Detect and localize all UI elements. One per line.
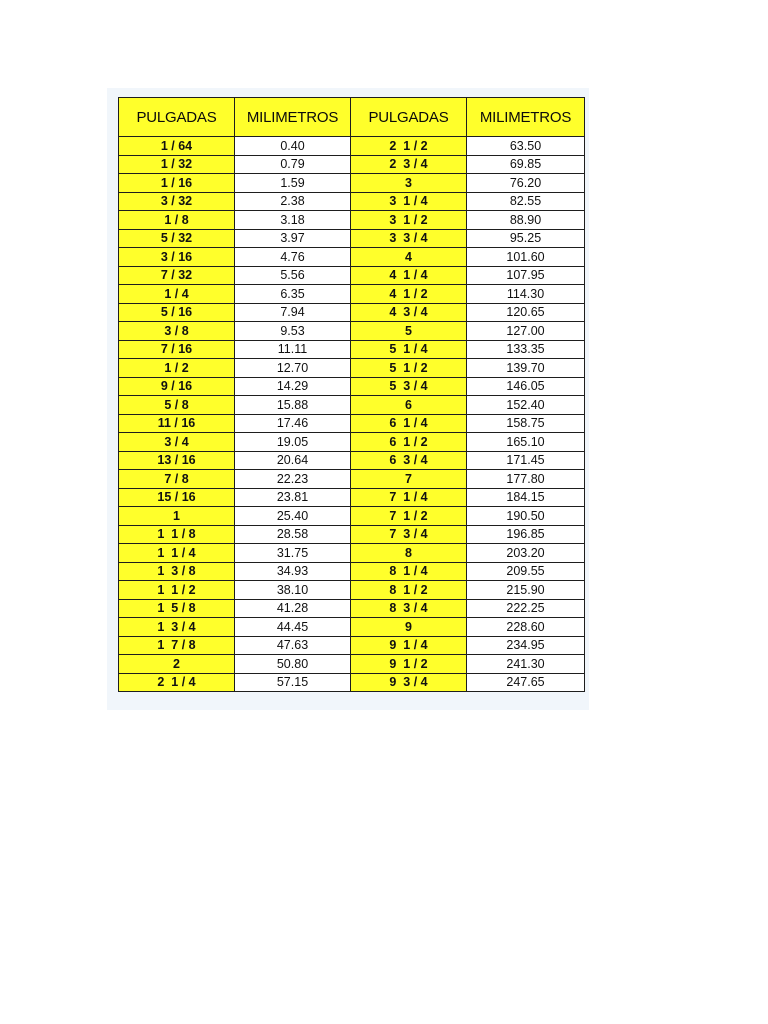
table-row [119,303,585,322]
mm-cell: 114.30 [467,285,585,304]
inch-cell: 13 / 16 [119,451,235,470]
mm-cell: 177.80 [467,470,585,489]
inch-cell: 3 1 / 2 [351,211,467,230]
mm-cell: 209.55 [467,562,585,581]
mm-cell: 215.90 [467,581,585,600]
mm-cell: 11.11 [235,340,351,359]
inch-cell: 1 / 8 [119,211,235,230]
mm-cell: 14.29 [235,377,351,396]
mm-cell: 88.90 [467,211,585,230]
mm-cell: 63.50 [467,137,585,156]
mm-cell: 165.10 [467,433,585,452]
inch-cell: 15 / 16 [119,488,235,507]
inch-cell: 7 3 / 4 [351,525,467,544]
mm-cell: 222.25 [467,599,585,618]
table-row [119,562,585,581]
inch-cell: 1 / 32 [119,155,235,174]
table-row [119,248,585,267]
inch-cell: 1 / 16 [119,174,235,193]
inch-cell: 2 1 / 2 [351,137,467,156]
header-milimetros: MILIMETROS [235,98,351,137]
inch-cell: 4 3 / 4 [351,303,467,322]
mm-cell: 34.93 [235,562,351,581]
inch-cell: 2 3 / 4 [351,155,467,174]
mm-cell: 38.10 [235,581,351,600]
inch-cell: 8 3 / 4 [351,599,467,618]
mm-cell: 3.18 [235,211,351,230]
mm-cell: 234.95 [467,636,585,655]
mm-cell: 69.85 [467,155,585,174]
inch-cell: 5 / 8 [119,396,235,415]
table-row [119,544,585,563]
inch-cell: 1 / 4 [119,285,235,304]
header-row [119,98,585,137]
inch-cell: 11 / 16 [119,414,235,433]
inch-cell: 9 1 / 4 [351,636,467,655]
table-row [119,581,585,600]
inch-cell: 7 1 / 4 [351,488,467,507]
inch-cell: 5 3 / 4 [351,377,467,396]
mm-cell: 107.95 [467,266,585,285]
inch-cell: 3 / 8 [119,322,235,341]
inch-cell: 8 1 / 2 [351,581,467,600]
inch-cell: 6 1 / 4 [351,414,467,433]
mm-cell: 57.15 [235,673,351,692]
mm-cell: 6.35 [235,285,351,304]
inch-cell: 2 [119,655,235,674]
inch-cell: 7 / 8 [119,470,235,489]
header-pulgadas: PULGADAS [351,98,467,137]
inch-cell: 5 / 32 [119,229,235,248]
table-row [119,673,585,692]
table-body [119,137,585,692]
inch-cell: 3 [351,174,467,193]
inch-cell: 2 1 / 4 [119,673,235,692]
mm-cell: 19.05 [235,433,351,452]
mm-cell: 146.05 [467,377,585,396]
mm-cell: 120.65 [467,303,585,322]
table-row [119,340,585,359]
inch-cell: 1 1 / 4 [119,544,235,563]
table-row [119,174,585,193]
mm-cell: 2.38 [235,192,351,211]
inch-cell: 9 3 / 4 [351,673,467,692]
mm-cell: 15.88 [235,396,351,415]
inch-cell: 1 3 / 4 [119,618,235,637]
inch-cell: 1 [119,507,235,526]
inch-cell: 1 1 / 2 [119,581,235,600]
mm-cell: 41.28 [235,599,351,618]
inch-cell: 4 1 / 4 [351,266,467,285]
mm-cell: 47.63 [235,636,351,655]
mm-cell: 44.45 [235,618,351,637]
mm-cell: 20.64 [235,451,351,470]
table-row [119,470,585,489]
mm-cell: 152.40 [467,396,585,415]
table-row [119,359,585,378]
mm-cell: 133.35 [467,340,585,359]
mm-cell: 95.25 [467,229,585,248]
mm-cell: 158.75 [467,414,585,433]
table-row [119,192,585,211]
table-row [119,655,585,674]
table-row [119,211,585,230]
mm-cell: 9.53 [235,322,351,341]
table-row [119,229,585,248]
mm-cell: 25.40 [235,507,351,526]
mm-cell: 76.20 [467,174,585,193]
table-row [119,618,585,637]
inch-cell: 1 1 / 8 [119,525,235,544]
inch-cell: 1 5 / 8 [119,599,235,618]
mm-cell: 171.45 [467,451,585,470]
mm-cell: 0.40 [235,137,351,156]
mm-cell: 190.50 [467,507,585,526]
table-row [119,488,585,507]
mm-cell: 7.94 [235,303,351,322]
inch-cell: 7 / 32 [119,266,235,285]
inch-cell: 7 / 16 [119,340,235,359]
inch-cell: 5 / 16 [119,303,235,322]
inch-cell: 5 [351,322,467,341]
inch-cell: 5 1 / 2 [351,359,467,378]
table-row [119,285,585,304]
mm-cell: 247.65 [467,673,585,692]
table-row [119,322,585,341]
inch-cell: 5 1 / 4 [351,340,467,359]
inch-cell: 4 [351,248,467,267]
inch-cell: 3 / 16 [119,248,235,267]
inch-cell: 3 / 4 [119,433,235,452]
mm-cell: 184.15 [467,488,585,507]
inch-cell: 1 7 / 8 [119,636,235,655]
table-row [119,433,585,452]
mm-cell: 31.75 [235,544,351,563]
mm-cell: 3.97 [235,229,351,248]
inch-cell: 3 1 / 4 [351,192,467,211]
mm-cell: 23.81 [235,488,351,507]
inch-cell: 7 1 / 2 [351,507,467,526]
inch-cell: 1 / 64 [119,137,235,156]
mm-cell: 82.55 [467,192,585,211]
mm-cell: 196.85 [467,525,585,544]
table-row [119,155,585,174]
mm-cell: 17.46 [235,414,351,433]
conversion-table [118,97,585,692]
mm-cell: 0.79 [235,155,351,174]
mm-cell: 139.70 [467,359,585,378]
inch-cell: 6 3 / 4 [351,451,467,470]
table-row [119,451,585,470]
mm-cell: 28.58 [235,525,351,544]
mm-cell: 241.30 [467,655,585,674]
mm-cell: 12.70 [235,359,351,378]
inch-cell: 3 3 / 4 [351,229,467,248]
mm-cell: 203.20 [467,544,585,563]
inch-cell: 9 / 16 [119,377,235,396]
table-row [119,396,585,415]
mm-cell: 50.80 [235,655,351,674]
inch-cell: 6 1 / 2 [351,433,467,452]
mm-cell: 4.76 [235,248,351,267]
inch-cell: 1 3 / 8 [119,562,235,581]
table-row [119,525,585,544]
inch-cell: 7 [351,470,467,489]
mm-cell: 228.60 [467,618,585,637]
table-row [119,266,585,285]
mm-cell: 5.56 [235,266,351,285]
inch-cell: 8 [351,544,467,563]
table-row [119,507,585,526]
inch-cell: 8 1 / 4 [351,562,467,581]
mm-cell: 101.60 [467,248,585,267]
header-milimetros: MILIMETROS [467,98,585,137]
table-row [119,377,585,396]
mm-cell: 22.23 [235,470,351,489]
inch-cell: 1 / 2 [119,359,235,378]
inch-cell: 3 / 32 [119,192,235,211]
table-row [119,137,585,156]
mm-cell: 127.00 [467,322,585,341]
table-row [119,636,585,655]
inch-cell: 9 1 / 2 [351,655,467,674]
table-row [119,599,585,618]
header-pulgadas: PULGADAS [119,98,235,137]
inch-cell: 4 1 / 2 [351,285,467,304]
mm-cell: 1.59 [235,174,351,193]
inch-cell: 9 [351,618,467,637]
inch-cell: 6 [351,396,467,415]
table-row [119,414,585,433]
